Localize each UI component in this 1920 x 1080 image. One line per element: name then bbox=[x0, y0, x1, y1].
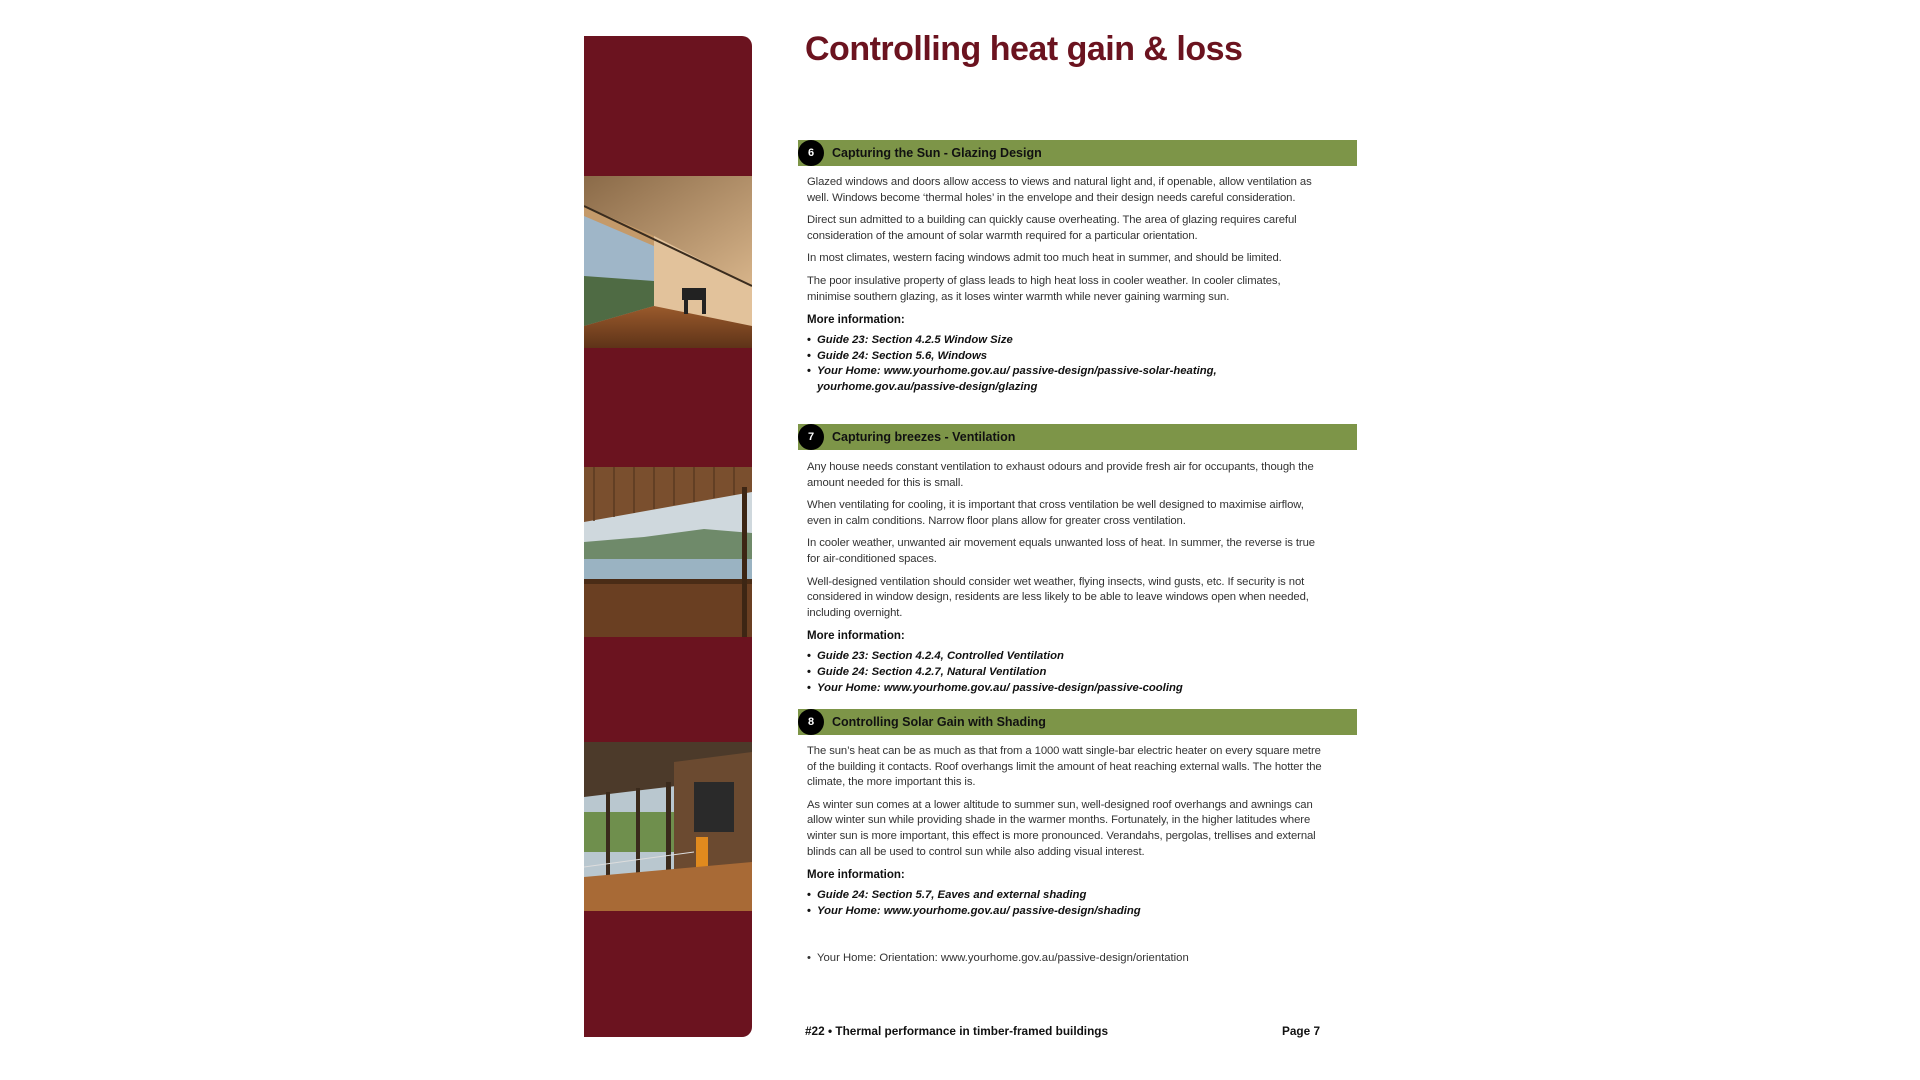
orientation-reference[interactable]: • Your Home: Orientation: www.yourhome.gov.au/passive-design/orientation bbox=[807, 952, 1189, 964]
page-title: Controlling heat gain & loss bbox=[805, 30, 1243, 68]
reference-item[interactable]: • Your Home: www.yourhome.gov.au/ passive-design/passive-solar-heating, yourhome.gov.au/passive-design/glazing bbox=[807, 364, 1327, 395]
reference-list bbox=[807, 333, 1327, 395]
reference-item[interactable]: • Your Home: www.yourhome.gov.au/ passive-design/shading bbox=[807, 904, 1327, 920]
reference-list bbox=[807, 649, 1327, 696]
section-title: Controlling Solar Gain with Shading bbox=[832, 715, 1046, 729]
section-header-ventilation bbox=[798, 424, 1357, 450]
sidebar-panel bbox=[584, 36, 752, 1037]
paragraph: As winter sun comes at a lower altitude to summer sun, well-designed roof overhangs and awnings can allow winter sun while providing shade in the warmer months. Fortunately, in the higher latitudes where winter sun is more important, this effect is more pronounced. Verandahs, pergolas, trellises and external blinds can all be used to control sun while also adding visual interest. bbox=[807, 798, 1316, 858]
paragraph: In most climates, western facing windows admit too much heat in summer, and should be limited. bbox=[807, 252, 1282, 265]
paragraph: In cooler weather, unwanted air movement equals unwanted loss of heat. In summer, the reverse is true for air-conditioned spaces. bbox=[807, 537, 1315, 565]
section-header-glazing bbox=[798, 140, 1357, 166]
reference-item: • Guide 23: Section 4.2.4, Controlled Ventilation bbox=[807, 649, 1327, 665]
paragraph: The sun’s heat can be as much as that from a 1000 watt single-bar electric heater on every square metre of the building it contacts. Roof overhangs limit the amount of heat reaching external walls. The hotter the climate, the more important this is. bbox=[807, 745, 1322, 789]
section-body-glazing bbox=[807, 175, 1327, 396]
reference-item: • Guide 23: Section 4.2.5 Window Size bbox=[807, 333, 1327, 349]
paragraph: The poor insulative property of glass leads to high heat loss in cooler weather. In cooler climates, minimise southern glazing, as it loses winter warmth while never gaining warming sun. bbox=[807, 274, 1281, 303]
reference-item[interactable]: • Your Home: www.yourhome.gov.au/ passive-design/passive-cooling bbox=[807, 681, 1327, 697]
section-number-badge: 8 bbox=[798, 709, 824, 735]
photo-shaded-verandah bbox=[584, 742, 752, 911]
section-body-shading bbox=[807, 744, 1327, 919]
photo-veranda-sea-view bbox=[584, 467, 752, 637]
reference-item: • Guide 24: Section 4.2.7, Natural Ventilation bbox=[807, 665, 1327, 681]
photo-interior-glazing bbox=[584, 176, 752, 348]
more-info-heading: More information: bbox=[807, 869, 905, 882]
paragraph: When ventilating for cooling, it is important that cross ventilation be well designed to maximise airflow, even in calm conditions. Narrow floor plans allow for greater cross ventilation. bbox=[807, 499, 1304, 527]
more-info-heading: More information: bbox=[807, 630, 905, 643]
paragraph: Glazed windows and doors allow access to views and natural light and, if openable, allow ventilation as well. Windows become ‘thermal holes’ in the envelope and their design needs careful consideration. bbox=[807, 176, 1312, 204]
section-header-shading bbox=[798, 709, 1357, 735]
section-body-ventilation bbox=[807, 460, 1327, 696]
section-title: Capturing the Sun - Glazing Design bbox=[832, 146, 1042, 160]
section-title: Capturing breezes - Ventilation bbox=[832, 430, 1016, 444]
more-info-heading: More information: bbox=[807, 314, 905, 327]
section-number-badge: 6 bbox=[798, 140, 824, 166]
paragraph: Direct sun admitted to a building can quickly cause overheating. The area of glazing requires careful consideration of the amount of solar warmth required for a particular orientation. bbox=[807, 214, 1297, 242]
reference-item: • Guide 24: Section 5.7, Eaves and external shading bbox=[807, 888, 1327, 904]
section-number-badge: 7 bbox=[798, 424, 824, 450]
reference-list bbox=[807, 888, 1327, 919]
footer-publication-title: #22 • Thermal performance in timber-framed buildings bbox=[805, 1024, 1109, 1038]
reference-item: • Guide 24: Section 5.6, Windows bbox=[807, 349, 1327, 365]
paragraph: Any house needs constant ventilation to exhaust odours and provide fresh air for occupants, though the amount needed for this is small. bbox=[807, 461, 1314, 489]
paragraph: Well-designed ventilation should consider wet weather, flying insects, wind gusts, etc. If security is not considered in window design, residents are less likely to be able to leave windows open when needed, including overnight. bbox=[807, 575, 1309, 619]
page-number: Page 7 bbox=[1282, 1024, 1321, 1038]
